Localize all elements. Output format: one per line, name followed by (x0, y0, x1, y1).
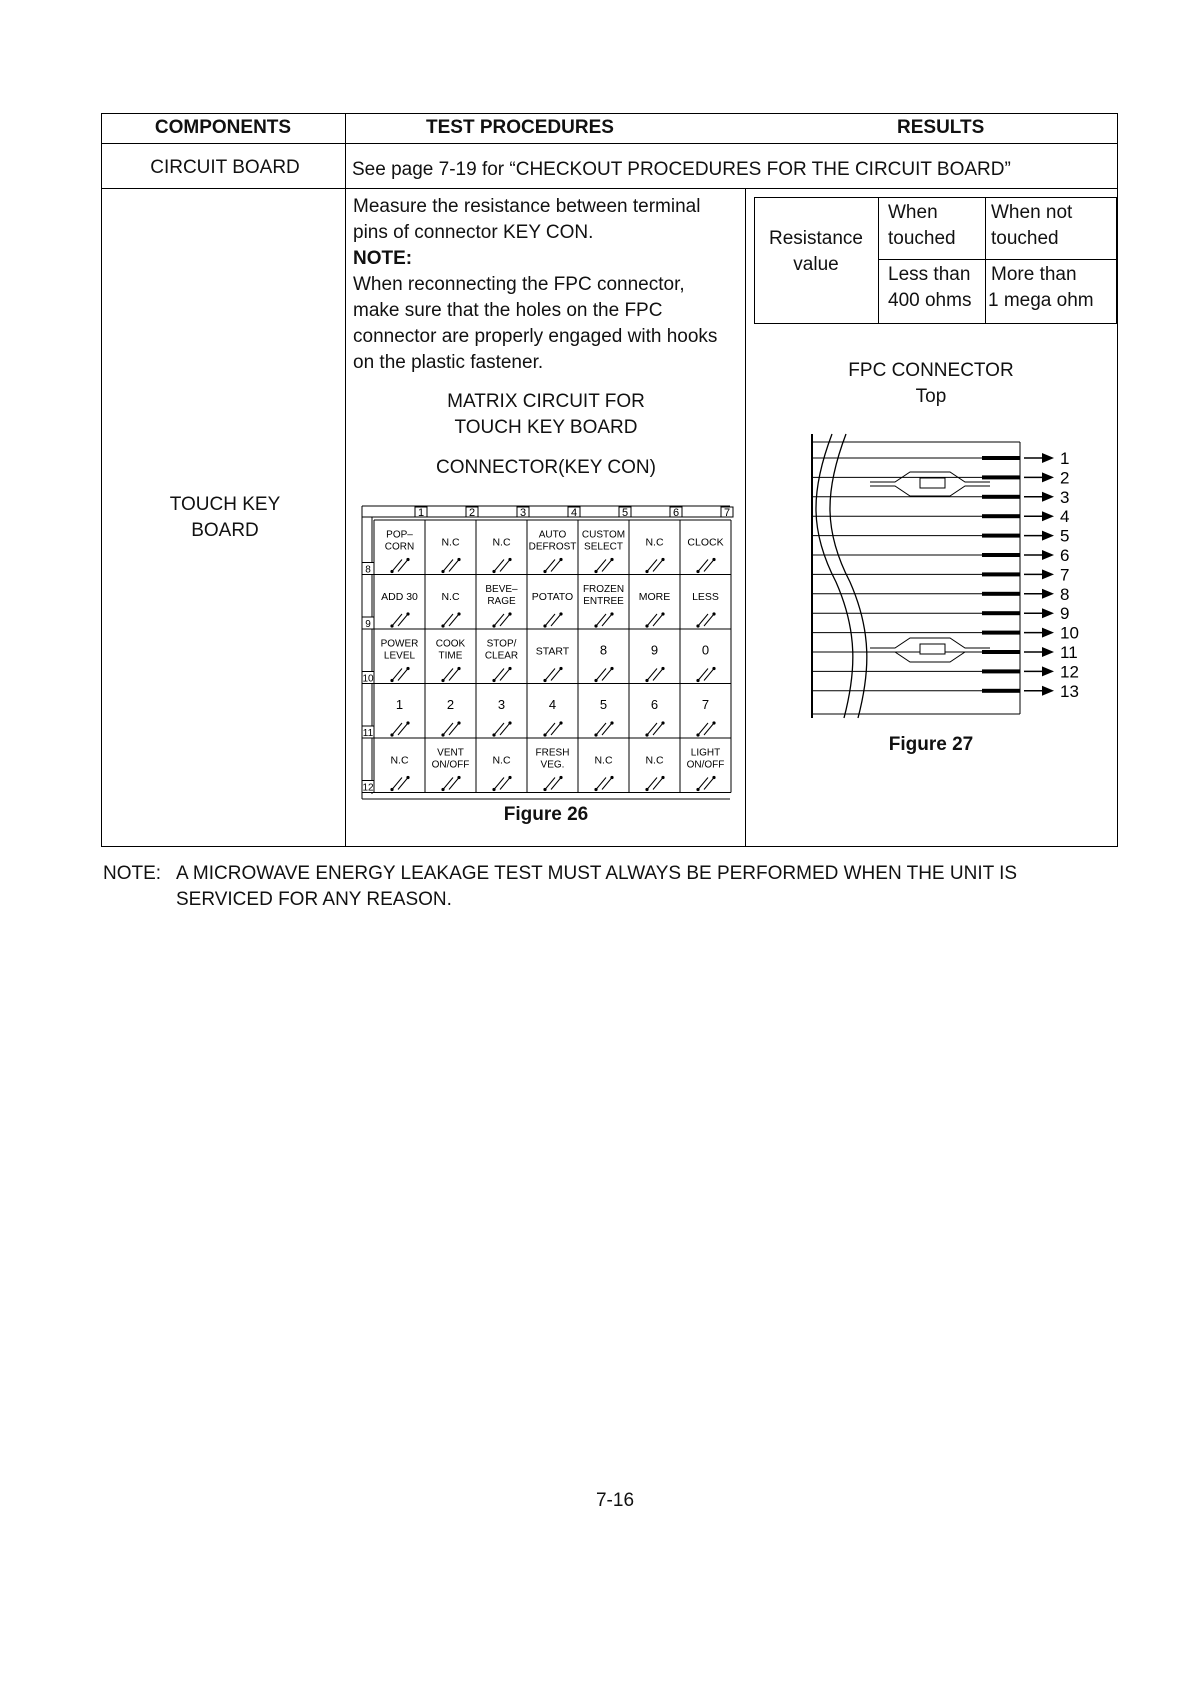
touch-key-line2: BOARD (191, 520, 259, 541)
matrix-col-number: 6 (672, 507, 680, 519)
matrix-key (536, 747, 570, 791)
matrix-key (441, 591, 460, 628)
matrix-key (583, 584, 624, 628)
svg-text:7: 7 (1060, 565, 1070, 585)
matrix-key (687, 747, 725, 791)
matrix-key (645, 697, 664, 737)
svg-text:START: START (535, 645, 570, 658)
svg-text:DEFROST: DEFROST (528, 541, 577, 553)
not-touched-value-line1: More than (991, 264, 1077, 285)
matrix-row-number: 8 (365, 564, 371, 576)
fpc-pin (982, 643, 1078, 662)
fpc-pin (982, 507, 1069, 526)
svg-text:MORE: MORE (638, 590, 671, 603)
fpc-connector-diagram (800, 432, 1100, 722)
when-touched-line1: When (888, 202, 938, 223)
matrix-key (536, 645, 570, 682)
svg-text:9: 9 (1060, 604, 1070, 624)
fpc-pin (982, 546, 1069, 565)
resistance-label (754, 226, 878, 278)
svg-text:4: 4 (548, 696, 557, 712)
svg-text:N.C: N.C (492, 754, 511, 767)
fpc-title-line: FPC CONNECTOR (848, 360, 1014, 381)
svg-text:RAGE: RAGE (487, 595, 516, 607)
when-not-touched-line1: When not (991, 202, 1073, 223)
matrix-key (485, 638, 518, 682)
matrix-col-number: 7 (723, 507, 731, 519)
footer-note-label: NOTE: (103, 863, 162, 884)
svg-text:POWER: POWER (380, 638, 419, 650)
matrix-key (492, 697, 511, 737)
svg-text:AUTO: AUTO (538, 529, 567, 541)
svg-text:SELECT: SELECT (584, 541, 623, 553)
svg-text:4: 4 (1060, 507, 1070, 527)
not-touched-value-line2: 1 mega ohm (988, 290, 1094, 311)
svg-text:1: 1 (395, 696, 404, 712)
matrix-key (532, 591, 573, 628)
procedure-line: pins of connector KEY CON. (353, 222, 594, 243)
svg-text:FRESH: FRESH (535, 747, 570, 759)
matrix-key (582, 529, 625, 573)
svg-text:TIME: TIME (438, 650, 463, 662)
touched-value (888, 262, 971, 314)
svg-text:6: 6 (650, 696, 659, 712)
matrix-key (381, 591, 418, 628)
svg-text:CLOCK: CLOCK (687, 536, 724, 549)
svg-text:N.C: N.C (441, 536, 460, 549)
fpc-pin (982, 449, 1069, 468)
matrix-row-number: 10 (362, 673, 374, 685)
note-line: When reconnecting the FPC connector, (353, 274, 685, 295)
matrix-key (529, 529, 577, 573)
when-touched-header (888, 200, 956, 252)
svg-text:2: 2 (446, 696, 455, 712)
svg-text:6: 6 (1060, 546, 1070, 565)
matrix-key (432, 747, 470, 791)
header-results: RESULTS (897, 117, 985, 138)
svg-text:N.C: N.C (594, 754, 613, 767)
svg-text:ON/OFF: ON/OFF (686, 759, 725, 771)
svg-text:ENTREE: ENTREE (583, 595, 624, 607)
fpc-pin (982, 527, 1069, 546)
svg-text:5: 5 (1060, 526, 1070, 546)
matrix-row-number: 12 (362, 782, 374, 794)
svg-text:N.C: N.C (645, 754, 664, 767)
touch-key-line1: TOUCH KEY (169, 494, 281, 515)
fpc-pin (982, 585, 1069, 604)
matrix-key (492, 754, 511, 791)
fpc-title (745, 358, 1117, 410)
when-touched-line2: touched (888, 228, 956, 249)
matrix-key (594, 697, 613, 737)
matrix-key (441, 536, 460, 573)
fpc-pin (982, 624, 1079, 643)
svg-text:0: 0 (701, 642, 710, 658)
resistance-label-line1: Resistance (769, 228, 863, 249)
resistance-label-line2: value (793, 254, 839, 275)
svg-text:ON/OFF: ON/OFF (431, 759, 470, 771)
footer-note-line1: A MICROWAVE ENERGY LEAKAGE TEST MUST ALWAYS BE PERFORMED WHEN THE UNIT IS (176, 863, 1018, 884)
matrix-col-number: 3 (519, 507, 527, 519)
svg-text:13: 13 (1060, 681, 1079, 701)
svg-text:CLEAR: CLEAR (484, 650, 519, 662)
svg-text:1: 1 (1060, 449, 1070, 468)
svg-text:N.C: N.C (441, 590, 460, 603)
svg-text:STOP/: STOP/ (486, 638, 517, 650)
fpc-pin (982, 468, 1069, 487)
matrix-title (347, 389, 745, 441)
matrix-key (492, 536, 511, 573)
note-label: NOTE: (353, 248, 413, 269)
figure-26-caption: Figure 26 (503, 804, 589, 825)
matrix-key (696, 642, 715, 682)
note-line: on the plastic fastener. (353, 352, 544, 373)
svg-text:ADD 30: ADD 30 (381, 590, 418, 603)
svg-text:9: 9 (650, 642, 659, 658)
matrix-key (687, 536, 723, 573)
svg-text:POP–: POP– (386, 529, 413, 541)
header-components: COMPONENTS (154, 117, 292, 138)
when-not-touched-header (991, 200, 1072, 252)
matrix-title-line1: MATRIX CIRCUIT FOR (447, 391, 645, 412)
matrix-key (692, 591, 719, 628)
matrix-row-number: 11 (362, 728, 374, 739)
matrix-key (645, 754, 664, 791)
fpc-pin (982, 682, 1079, 701)
matrix-key (441, 697, 460, 737)
footer-note-line2: SERVICED FOR ANY REASON. (176, 889, 452, 910)
key-matrix-diagram (352, 504, 742, 804)
svg-text:3: 3 (497, 696, 506, 712)
matrix-col-number: 1 (417, 507, 425, 519)
svg-text:LESS: LESS (692, 590, 719, 603)
fpc-pin (982, 565, 1069, 584)
matrix-key (594, 754, 613, 791)
procedure-line: Measure the resistance between terminal (353, 196, 701, 217)
fpc-pin (982, 662, 1079, 681)
matrix-key (696, 697, 715, 737)
touch-key-procedure (353, 194, 743, 376)
touch-key-component (101, 492, 349, 544)
matrix-col-number: 2 (468, 507, 476, 519)
matrix-key (594, 642, 613, 682)
header-test-procedures: TEST PROCEDURES (426, 117, 614, 138)
matrix-key (381, 638, 419, 682)
svg-text:VENT: VENT (437, 747, 464, 759)
matrix-col-number: 5 (621, 507, 629, 519)
matrix-key (543, 697, 562, 737)
svg-text:10: 10 (1060, 623, 1079, 643)
matrix-key (390, 697, 409, 737)
svg-text:FROZEN: FROZEN (582, 583, 625, 595)
svg-text:VEG.: VEG. (540, 759, 565, 771)
fpc-subtitle: Top (915, 386, 947, 407)
matrix-key (485, 584, 518, 628)
svg-text:3: 3 (1060, 487, 1070, 507)
circuit-board-component: CIRCUIT BOARD (150, 157, 300, 178)
matrix-row-number: 9 (365, 619, 371, 630)
svg-text:COOK: COOK (435, 638, 466, 650)
svg-text:7: 7 (701, 696, 710, 712)
matrix-key (645, 642, 664, 682)
svg-text:POTATO: POTATO (531, 590, 574, 603)
matrix-key (639, 591, 671, 628)
matrix-key (390, 754, 409, 791)
svg-text:CUSTOM: CUSTOM (581, 529, 626, 541)
note-line: make sure that the holes on the FPC (353, 300, 663, 321)
svg-text:8: 8 (1060, 584, 1070, 604)
matrix-title-line2: TOUCH KEY BOARD (454, 417, 638, 438)
svg-text:N.C: N.C (492, 536, 511, 549)
figure-27-caption: Figure 27 (888, 734, 974, 755)
fpc-pin (982, 604, 1069, 623)
matrix-key (645, 536, 664, 573)
when-not-touched-line2: touched (991, 228, 1059, 249)
note-line: connector are properly engaged with hooks (353, 326, 718, 347)
svg-text:5: 5 (599, 696, 608, 712)
svg-text:LIGHT: LIGHT (690, 747, 721, 759)
touched-value-line1: Less than (888, 264, 971, 285)
matrix-key (385, 529, 414, 573)
svg-text:12: 12 (1060, 662, 1079, 682)
circuit-board-procedure: See page 7-19 for “CHECKOUT PROCEDURES FOR THE CIRCUIT BOARD” (352, 159, 1011, 180)
svg-text:CORN: CORN (384, 541, 415, 553)
not-touched-value (988, 262, 1094, 314)
connector-label: CONNECTOR(KEY CON) (436, 457, 656, 478)
matrix-col-number: 4 (570, 507, 578, 519)
svg-text:8: 8 (599, 642, 608, 658)
svg-text:N.C: N.C (645, 536, 664, 549)
svg-text:N.C: N.C (390, 754, 409, 767)
svg-text:2: 2 (1060, 468, 1070, 488)
matrix-key (436, 638, 466, 682)
svg-text:LEVEL: LEVEL (383, 650, 416, 662)
page-number: 7-16 (595, 1490, 635, 1511)
svg-text:BEVE–: BEVE– (485, 583, 518, 595)
touched-value-line2: 400 ohms (888, 290, 972, 311)
fpc-pin (982, 488, 1069, 507)
svg-text:11: 11 (1060, 643, 1078, 662)
